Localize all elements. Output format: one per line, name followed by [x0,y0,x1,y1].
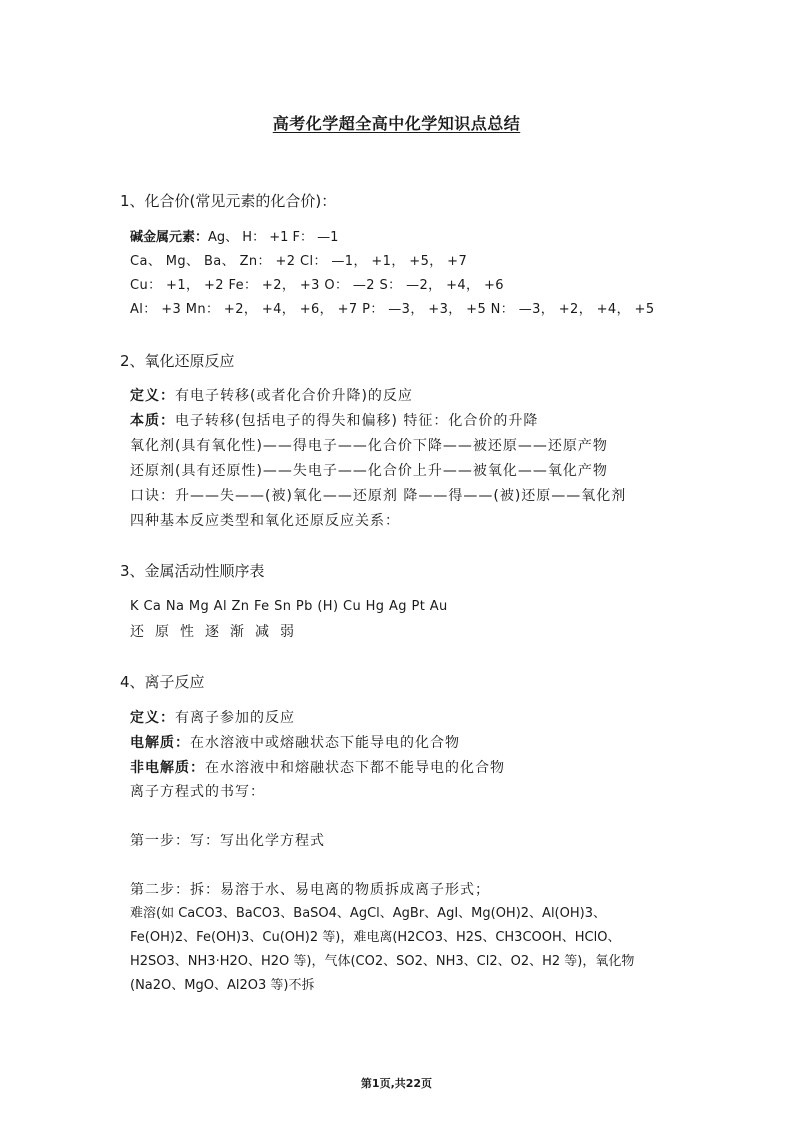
alkali-metal-valence: Ag、 H： +1 F： —1 [208,230,339,245]
reducibility-trend: 还原性逐渐减弱 [130,624,305,640]
ion-reaction-def-text: 有离子参加的反应 [175,710,295,726]
section-4-nonelectrolyte [130,758,670,778]
page-footer: 第1页,共22页 [360,1077,433,1090]
section-2-heading: 2、氧化还原反应 [120,352,235,370]
section-2-line-3: 氧化剂(具有氧化性)——得电子——化合价下降——被还原——还原产物 [130,438,608,454]
section-3-heading: 3、金属活动性顺序表 [120,562,265,580]
section-2-line-4: 还原剂(具有还原性)——失电子——化合价上升——被氧化——氧化产物 [130,463,608,479]
section-1-line-3: Cu： +1， +2 Fe： +2， +3 O： —2 S： —2， +4， +6 [130,278,504,293]
section-4-electrolyte [130,733,670,753]
section-2-essence [130,411,670,431]
section-1-line-4: Al： +3 Mn： +2， +4， +6， +7 P： —3， +3， +5 N： —3， +2， +4， +5 [130,302,655,317]
ion-reaction-def-label: 定义： [130,710,175,726]
essence-text: 电子转移(包括电子的得失和偏移) 特征：化合价的升降 [175,413,539,429]
document-title: 高考化学超全高中化学知识点总结 [272,114,521,133]
nonelectrolyte-text: 在水溶液中和熔融状态下都不能导电的化合物 [205,760,505,776]
nonelectrolyte-label: 非电解质： [130,760,205,776]
metal-activity-series: K Ca Na Mg Al Zn Fe Sn Pb (H) Cu Hg Ag Pt Au [130,599,448,614]
section-1-line-1 [130,228,670,248]
section-1-line-2: Ca、 Mg、 Ba、 Zn： +2 Cl： —1， +1， +5， +7 [130,254,468,269]
section-4-definition [130,708,670,728]
definition-label: 定义： [130,388,175,404]
section-1-heading: 1、化合价(常见元素的化合价)： [120,192,337,210]
section-2-line-5: 口诀：升——失——(被)氧化——还原剂 降——得——(被)还原——氧化剂 [130,488,627,504]
section-4-step-2-detail: 难溶(如 CaCO3、BaCO3、BaSO4、AgCl、AgBr、AgI、Mg(OH)2、Al(OH)3、Fe(OH)2、Fe(OH)3、Cu(OH)2 等)，难电离(H2CO3、H2S、CH3COOH、HClO、H2SO3、NH3·H2O、H2O 等)，气体(CO2、SO2、NH3、Cl2、O2、H2 等)，氧化物(Na2O、MgO、Al2O3 等)不拆 [130,906,635,993]
section-2-line-6: 四种基本反应类型和氧化还原反应关系： [130,513,400,529]
definition-text: 有电子转移(或者化合价升降)的反应 [175,388,413,404]
electrolyte-text: 在水溶液中或熔融状态下能导电的化合物 [190,735,460,751]
section-2-definition [130,386,670,406]
section-4-heading: 4、离子反应 [120,673,205,691]
section-4-step-1: 第一步：写：写出化学方程式 [130,833,325,849]
electrolyte-label: 电解质： [130,735,190,751]
section-4-step-2: 第二步：拆：易溶于水、易电离的物质拆成离子形式； [130,882,490,898]
essence-label: 本质： [130,413,175,429]
section-4-line-4: 离子方程式的书写： [130,784,265,800]
alkali-metal-label: 碱金属元素： [130,230,209,245]
